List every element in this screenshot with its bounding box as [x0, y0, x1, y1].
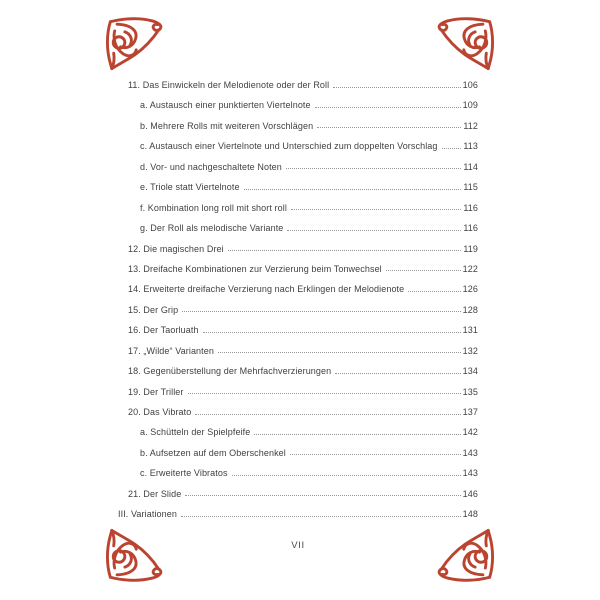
toc-row — [118, 177, 478, 197]
celtic-corner-ornament-bottom-left — [103, 526, 166, 584]
toc-page-number: 116 — [463, 202, 478, 213]
toc-row — [118, 361, 478, 381]
toc-dot-leader — [195, 402, 460, 415]
toc-dot-leader — [286, 157, 461, 170]
toc-entry-title: 15. Der Grip — [128, 304, 179, 315]
toc-page-number: 135 — [462, 386, 478, 397]
toc-page-number: 142 — [462, 427, 478, 438]
toc-page-number: 131 — [462, 325, 478, 336]
toc-entry-title: b. Mehrere Rolls mit weiteren Vorschlägen — [140, 120, 314, 131]
toc-page-number: 143 — [462, 468, 478, 479]
toc-page-number: 132 — [462, 345, 478, 356]
toc-page-number: 126 — [462, 284, 478, 295]
toc-entry-title: c. Austausch einer Viertelnote und Unterschied zum doppelten Vorschlag — [140, 141, 438, 152]
toc-entry-title: a. Austausch einer punktierten Viertelnote — [140, 100, 311, 111]
toc-row — [118, 320, 478, 340]
toc-dot-leader — [290, 443, 461, 456]
toc-row — [118, 422, 478, 442]
toc-entry-title: 18. Gegenüberstellung der Mehrfachverzierungen — [128, 366, 332, 377]
toc-row — [118, 116, 478, 136]
toc-dot-leader — [317, 116, 461, 129]
toc-row — [118, 279, 478, 299]
toc-row — [118, 300, 478, 320]
toc-page-number: 119 — [463, 243, 478, 254]
toc-page-number: 109 — [462, 100, 478, 111]
toc-row — [118, 402, 478, 422]
toc-entry-title: 12. Die magischen Drei — [128, 243, 224, 254]
toc-entry-title: 13. Dreifache Kombinationen zur Verzierung beim Tonwechsel — [128, 263, 382, 274]
toc-entry-title: 17. „Wilde“ Varianten — [128, 345, 214, 356]
toc-entry-title: 19. Der Triller — [128, 386, 184, 397]
toc-row — [118, 504, 478, 524]
toc-row — [118, 198, 478, 218]
toc-row — [118, 157, 478, 177]
toc-row — [118, 341, 478, 361]
toc-dot-leader — [335, 361, 460, 374]
page-number-roman: VII — [291, 540, 305, 551]
toc-dot-leader — [218, 341, 461, 354]
toc-row — [118, 136, 478, 156]
celtic-corner-ornament-top-right — [434, 15, 497, 73]
toc-row — [118, 95, 478, 115]
toc-page-number: 146 — [462, 488, 478, 499]
toc-entry-title: 11. Das Einwickeln der Melodienote oder der Roll — [128, 80, 330, 90]
toc-dot-leader — [315, 95, 461, 108]
toc-page-number: 115 — [463, 182, 478, 193]
toc-dot-leader — [291, 198, 461, 211]
toc-page-number: 112 — [463, 120, 478, 131]
toc-page-number: 122 — [462, 263, 478, 274]
toc-dot-leader — [333, 75, 460, 88]
toc-page-number: 128 — [462, 304, 478, 315]
toc-entry-title: e. Triole statt Viertelnote — [140, 182, 240, 193]
toc-page-number: 113 — [463, 141, 478, 152]
toc-dot-leader — [442, 136, 462, 149]
toc-dot-leader — [228, 239, 462, 252]
toc-entry-title: b. Aufsetzen auf dem Oberschenkel — [140, 447, 286, 458]
toc-page-number: 134 — [462, 366, 478, 377]
toc-row — [118, 259, 478, 279]
toc-entry-title: 16. Der Taorluath — [128, 325, 199, 336]
celtic-corner-ornament-bottom-right — [434, 526, 497, 584]
toc-entry-title: g. Der Roll als melodische Variante — [140, 223, 284, 234]
toc-row — [118, 484, 478, 504]
toc-entry-title: c. Erweiterte Vibratos — [140, 468, 228, 479]
toc-dot-leader — [182, 300, 460, 313]
toc-entry-title: a. Schütteln der Spielpfeife — [140, 427, 251, 438]
toc-page-number: 137 — [462, 407, 478, 417]
toc-page-number: 143 — [462, 447, 478, 458]
toc-dot-leader — [287, 218, 461, 231]
toc-dot-leader — [254, 422, 460, 435]
celtic-knot-icon — [434, 15, 497, 73]
toc-row — [118, 75, 478, 95]
toc-dot-leader — [203, 320, 461, 333]
toc-page-number: 114 — [463, 161, 478, 172]
toc-dot-leader — [188, 382, 461, 395]
toc-page-number: 148 — [462, 509, 478, 520]
toc-row — [118, 218, 478, 238]
toc-page-number: 106 — [462, 80, 478, 90]
celtic-knot-icon — [103, 15, 166, 73]
toc-entry-title: 21. Der Slide — [128, 488, 182, 499]
toc-dot-leader — [181, 504, 461, 517]
celtic-knot-icon — [103, 526, 166, 584]
toc-entry-title: d. Vor- und nachgeschaltete Noten — [140, 161, 282, 172]
toc-entry-title: f. Kombination long roll mit short roll — [140, 202, 287, 213]
toc-row — [118, 443, 478, 463]
toc-dot-leader — [386, 259, 461, 272]
toc-dot-leader — [232, 463, 461, 476]
celtic-knot-icon — [434, 526, 497, 584]
toc-dot-leader — [185, 484, 460, 497]
toc-page-number: 116 — [463, 223, 478, 234]
toc-entry-title: 20. Das Vibrato — [128, 407, 192, 417]
toc-row — [118, 382, 478, 402]
toc-dot-leader — [408, 279, 460, 292]
toc-list — [118, 75, 478, 525]
toc-dot-leader — [244, 177, 462, 190]
toc-entry-title: 14. Erweiterte dreifache Verzierung nach Erklingen der Melodienote — [128, 284, 405, 295]
toc-row — [118, 463, 478, 483]
toc-entry-title: III. Variationen — [118, 509, 177, 520]
toc-row — [118, 239, 478, 259]
celtic-corner-ornament-top-left — [103, 15, 166, 73]
